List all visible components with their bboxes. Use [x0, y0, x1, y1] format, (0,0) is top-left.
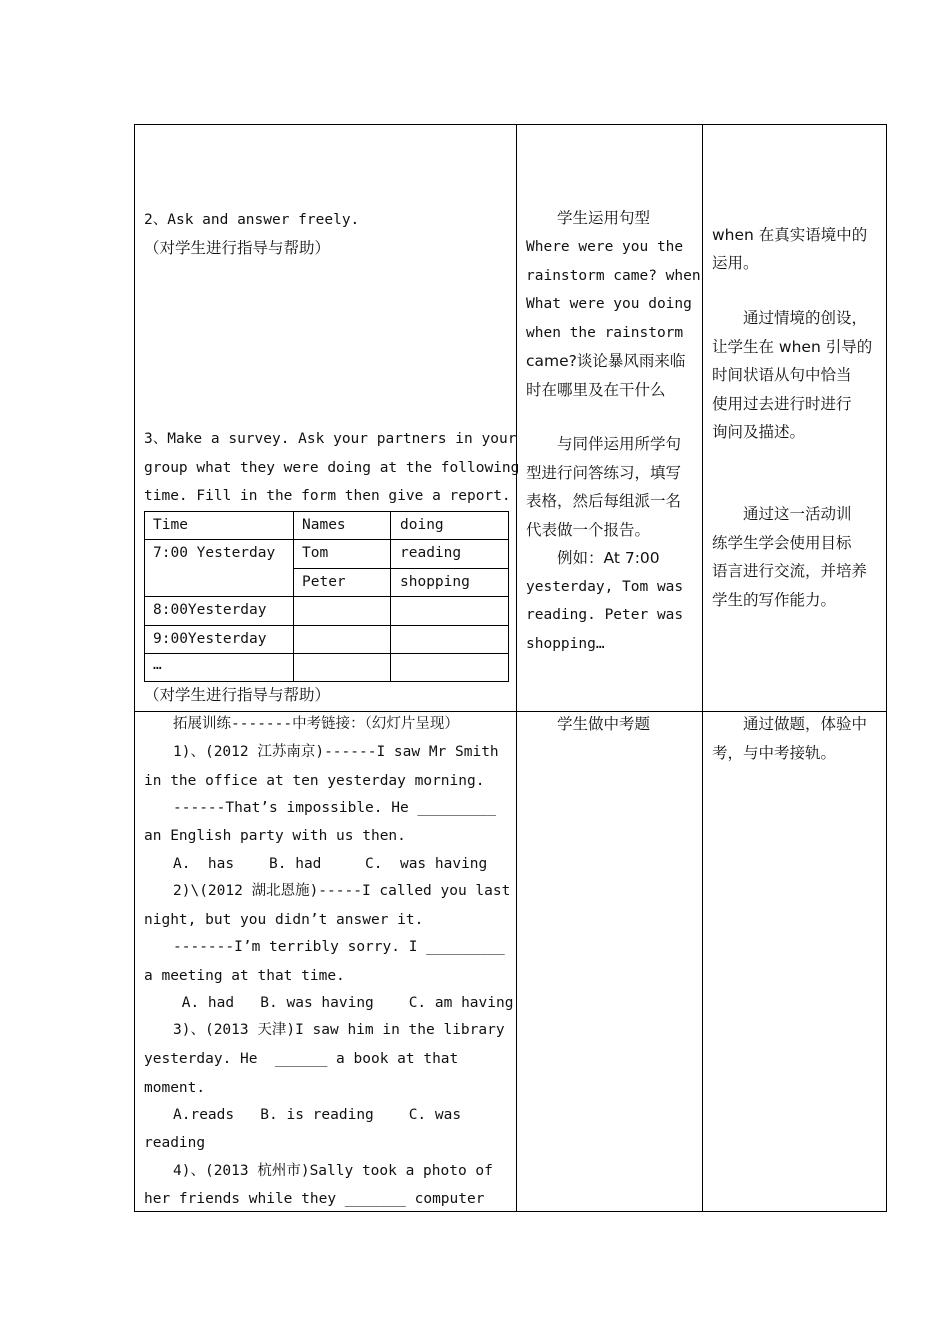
survey-border	[144, 511, 508, 512]
col2-line: 学生运用句型	[526, 209, 651, 227]
exercise-line: ------That’s impossible. He _________	[144, 800, 497, 816]
col3-line: 使用过去进行时进行	[712, 395, 852, 413]
survey-header-names: Names	[302, 517, 346, 533]
table-left-border	[134, 124, 135, 1212]
survey-border	[144, 539, 508, 540]
survey-cell: 7:00 Yesterday	[153, 545, 276, 561]
col2-line: shopping…	[526, 636, 605, 652]
item2-title: 2、Ask and answer freely.	[144, 212, 360, 228]
exercise-line: 3)、(2013 天津)I saw him in the library	[144, 1022, 505, 1038]
table-top-border	[134, 124, 887, 125]
col3-line: 询问及描述。	[712, 423, 806, 441]
col2-line: 例如：At 7:00	[526, 549, 660, 567]
col3-line: 时间状语从句中恰当	[712, 366, 852, 384]
col3-line: 语言进行交流，并培养	[712, 562, 868, 580]
col3-line: 让学生在 when 引导的	[712, 338, 873, 356]
col3-line: when 在真实语境中的	[712, 226, 868, 244]
item3-line: 3、Make a survey. Ask your partners in your	[144, 431, 517, 447]
survey-border	[144, 511, 145, 682]
survey-header-time: Time	[153, 517, 188, 533]
row2-col2-text: 学生做中考题	[526, 715, 651, 733]
survey-border	[508, 511, 509, 682]
survey-cell: Tom	[302, 545, 329, 561]
survey-cell: 8:00Yesterday	[153, 602, 267, 618]
item2-note: （对学生进行指导与帮助）	[144, 239, 331, 257]
exercise-line: 拓展训练-------中考链接：（幻灯片呈现）	[144, 716, 459, 732]
col2-line: 表格，然后每组派一名	[526, 492, 682, 510]
column-divider-2	[702, 124, 703, 1212]
exercise-line: night, but you didn’t answer it.	[144, 912, 424, 928]
table-right-border	[886, 124, 887, 1212]
col3-line: 练学生学会使用目标	[712, 534, 852, 552]
exercise-line: A. has B. had C. was having	[144, 856, 488, 872]
exercise-line: an English party with us then.	[144, 828, 406, 844]
col2-line: 代表做一个报告。	[526, 521, 651, 539]
survey-border	[293, 511, 294, 682]
exercise-line: in the office at ten yesterday morning.	[144, 773, 485, 789]
exercise-line: A.reads B. is reading C. was	[144, 1107, 462, 1123]
item3-line: group what they were doing at the following	[144, 460, 520, 476]
exercise-line: 2)\(2012 湖北恩施)-----I called you last	[144, 883, 511, 899]
col3-line: 学生的写作能力。	[712, 591, 837, 609]
col3-line: 运用。	[712, 254, 759, 272]
column-divider-1	[516, 124, 517, 1212]
exercise-line: yesterday. He ______ a book at that	[144, 1051, 459, 1067]
col2-line: 时在哪里及在干什么	[526, 381, 666, 399]
col2-line: yesterday, Tom was	[526, 579, 684, 595]
col3-line: 通过这一活动训	[712, 505, 852, 523]
row-divider	[134, 711, 887, 712]
col2-line: Where were you the	[526, 239, 684, 255]
survey-border	[293, 568, 508, 569]
survey-border	[144, 596, 508, 597]
row2-col3-line: 通过做题，体验中	[712, 715, 868, 733]
table-bottom-border	[134, 1211, 887, 1212]
survey-cell: Peter	[302, 574, 346, 590]
survey-border	[144, 681, 508, 682]
survey-cell: 9:00Yesterday	[153, 631, 267, 647]
survey-header-doing: doing	[400, 517, 444, 533]
exercise-line: reading	[144, 1135, 206, 1151]
survey-cell: reading	[400, 545, 462, 561]
col2-line: came?谈论暴风雨来临	[526, 352, 686, 370]
exercise-line: 1)、(2012 江苏南京)------I saw Mr Smith	[144, 744, 499, 760]
exercise-line: -------I’m terribly sorry. I _________	[144, 939, 505, 955]
exercise-line: a meeting at that time.	[144, 968, 345, 984]
col2-line: rainstorm came? when	[526, 268, 701, 284]
item3-note: （对学生进行指导与帮助）	[144, 686, 331, 704]
exercise-line: A. had B. was having C. am having	[144, 995, 514, 1011]
item3-line: time. Fill in the form then give a report.	[144, 488, 511, 504]
col2-line: 与同伴运用所学句	[526, 435, 682, 453]
survey-border	[144, 653, 508, 654]
col2-line: 型进行问答练习，填写	[526, 464, 682, 482]
survey-cell: shopping	[400, 574, 470, 590]
col3-line: 通过情境的创设，	[712, 309, 868, 327]
col2-line: reading. Peter was	[526, 607, 684, 623]
exercise-line: 4)、(2013 杭州市)Sally took a photo of	[144, 1163, 493, 1179]
survey-border	[144, 625, 508, 626]
survey-cell: …	[153, 657, 162, 673]
exercise-line: her friends while they _______ computer	[144, 1191, 485, 1207]
row2-col3-line: 考，与中考接轨。	[712, 744, 837, 762]
survey-border	[390, 511, 391, 682]
exercise-line: moment.	[144, 1080, 206, 1096]
col2-line: What were you doing	[526, 296, 692, 312]
col2-line: when the rainstorm	[526, 325, 684, 341]
